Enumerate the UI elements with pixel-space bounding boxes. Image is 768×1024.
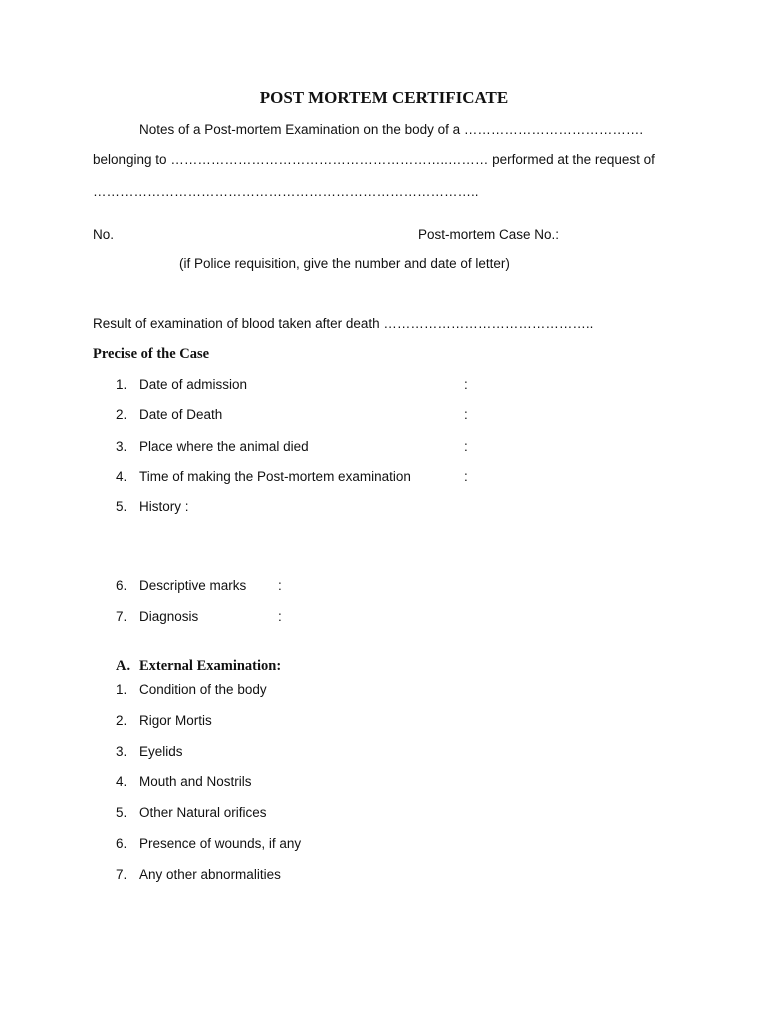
item-number: 7. <box>116 867 128 882</box>
police-note: (if Police requisition, give the number and date of letter) <box>179 256 510 271</box>
item-number: 5. <box>116 499 128 514</box>
item-colon: : <box>464 377 468 392</box>
item-number: 1. <box>116 682 128 697</box>
page-title: POST MORTEM CERTIFICATE <box>259 88 509 107</box>
item-number: 4. <box>116 774 128 789</box>
item-number: 6. <box>116 836 128 851</box>
list-item <box>0 578 768 594</box>
item-number: 2. <box>116 713 128 728</box>
item-label: Other Natural orifices <box>139 805 267 820</box>
item-label: Time of making the Post-mortem examination <box>139 469 411 484</box>
no-label: No. <box>93 227 115 242</box>
section-title: External Examination: <box>139 658 282 674</box>
list-item <box>0 439 768 455</box>
list-item <box>0 836 768 852</box>
item-number: 5. <box>116 805 128 820</box>
item-label: Eyelids <box>139 744 183 759</box>
list-item <box>0 774 768 790</box>
item-label: Date of admission <box>139 377 248 392</box>
list-item <box>0 469 768 485</box>
item-colon: : <box>464 469 468 484</box>
item-number: 3. <box>116 744 128 759</box>
intro-line-3: ………………………………………………………………………….. <box>93 184 479 199</box>
list-item <box>0 407 768 423</box>
list-item <box>0 609 768 625</box>
item-number: 4. <box>116 469 128 484</box>
intro-line-1: Notes of a Post-mortem Examination on the body of a …………………………………. <box>139 122 644 137</box>
item-number: 7. <box>116 609 128 624</box>
item-label: Place where the animal died <box>139 439 309 454</box>
item-colon: : <box>464 439 468 454</box>
item-colon: : <box>278 609 282 624</box>
item-label: Mouth and Nostrils <box>139 774 252 789</box>
external-heading <box>0 658 768 676</box>
list-item <box>0 499 768 515</box>
item-label: Date of Death <box>139 407 223 422</box>
item-label: Diagnosis <box>139 609 199 624</box>
item-label: Condition of the body <box>139 682 267 697</box>
list-item <box>0 682 768 698</box>
item-label: Any other abnormalities <box>139 867 281 882</box>
item-label: Descriptive marks <box>139 578 247 593</box>
item-label: History : <box>139 499 189 514</box>
item-number: 3. <box>116 439 128 454</box>
list-item <box>0 867 768 883</box>
list-item <box>0 744 768 760</box>
item-colon: : <box>278 578 282 593</box>
section-letter: A. <box>116 658 131 674</box>
item-number: 6. <box>116 578 128 593</box>
item-label: Rigor Mortis <box>139 713 212 728</box>
list-item <box>0 377 768 393</box>
pm-case-label: Post-mortem Case No.: <box>418 227 560 242</box>
list-item <box>0 805 768 821</box>
item-number: 2. <box>116 407 128 422</box>
blood-result-line: Result of examination of blood taken after death ……………………………………….. <box>93 316 594 331</box>
precise-heading: Precise of the Case <box>93 346 210 362</box>
intro-line-2: belonging to ……………………………………………………..……… performed at the request of <box>93 152 655 167</box>
list-item <box>0 713 768 729</box>
item-colon: : <box>464 407 468 422</box>
item-label: Presence of wounds, if any <box>139 836 302 851</box>
item-number: 1. <box>116 377 128 392</box>
